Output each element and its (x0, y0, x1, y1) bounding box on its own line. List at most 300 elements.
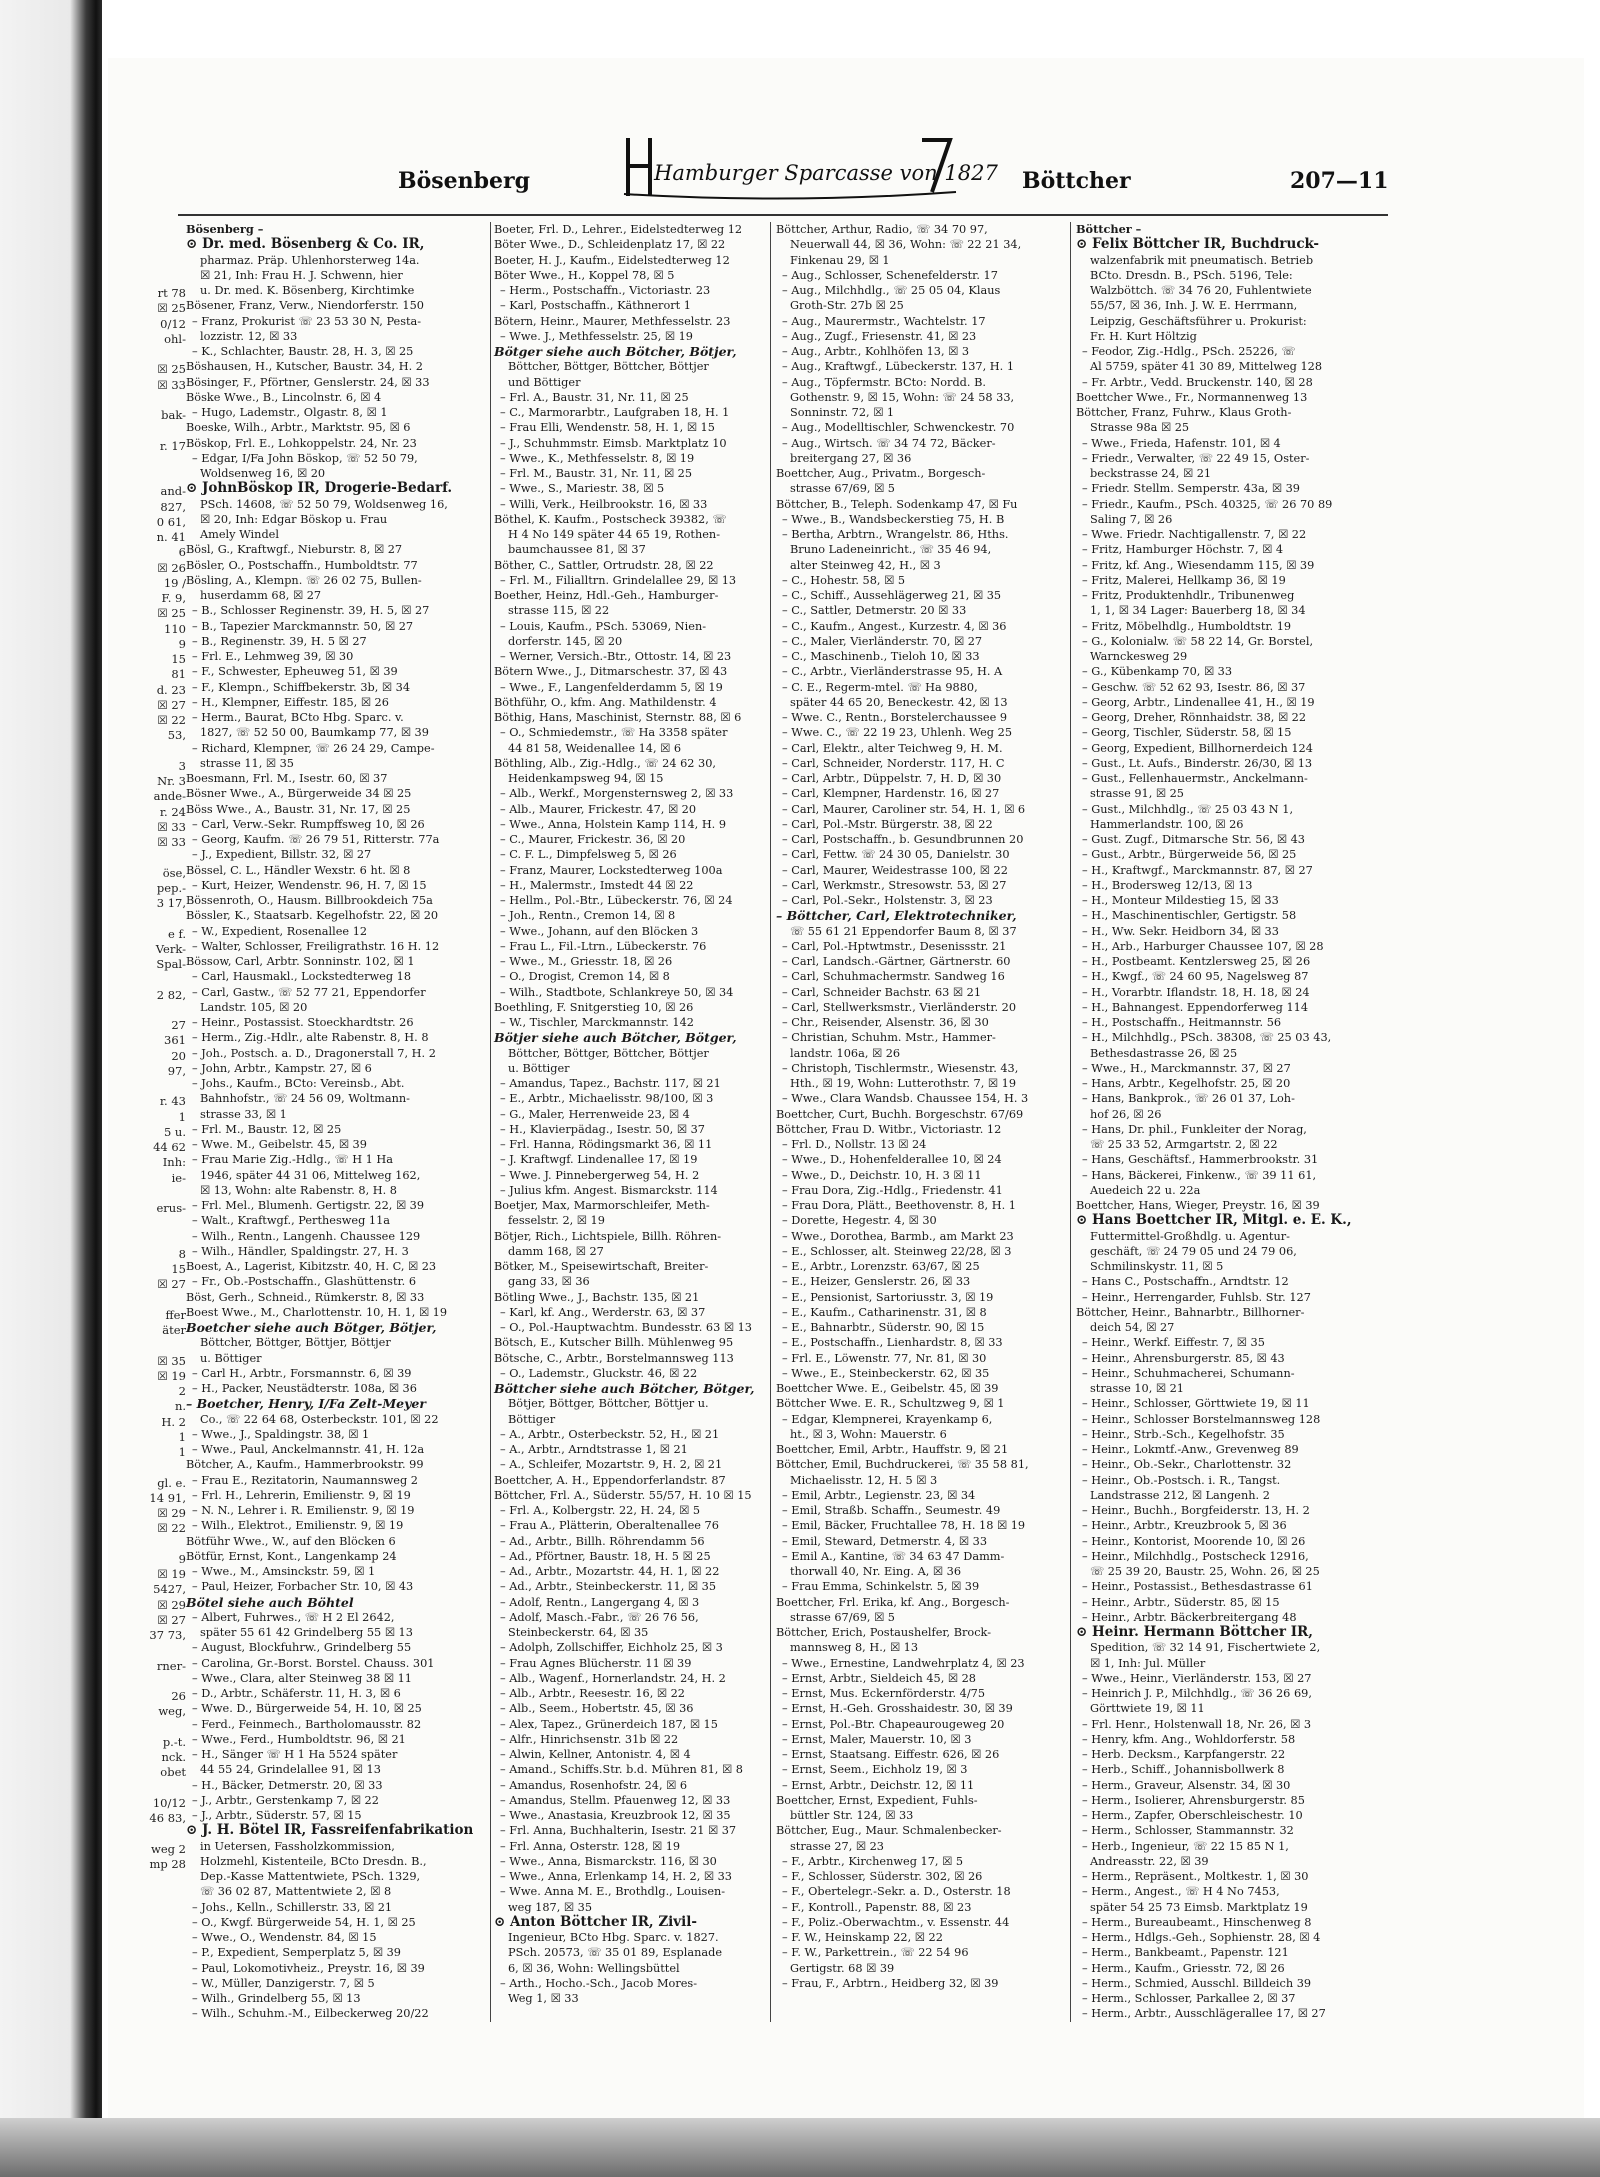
directory-entry-line: – Feodor, Zig.-Hdlg., PSch. 25226, ☏ (1082, 345, 1296, 358)
directory-entry-line: – F., Poliz.-Oberwachtm., v. Essenstr. 44 (782, 1915, 1010, 1929)
directory-entry-line: Strasse 98a ☒ 25 (1090, 421, 1190, 435)
directory-entry-line: Boesmann, Frl. M., Isestr. 60, ☒ 37 (186, 772, 388, 785)
directory-entry-line: 44 55 24, Grindelallee 91, ☒ 13 (200, 1763, 381, 1777)
edge-fragment: äter (162, 1323, 186, 1337)
directory-entry-line: dorferstr. 145, ☒ 20 (508, 634, 623, 648)
directory-entry-line: und Böttiger (508, 375, 581, 389)
directory-entry-line: Sonninstr. 72, ☒ 1 (790, 406, 895, 419)
directory-entry-line: – Frl. D., Nollstr. 13 ☒ 24 (782, 1138, 927, 1151)
directory-entry-line: – Richard, Klempner, ☏ 26 24 29, Campe- (192, 741, 435, 755)
directory-entry-line: – Fritz, Produktenhdlr., Tribunenweg (1082, 589, 1295, 602)
directory-entry-line: – Frl. M., Baustr. 31, Nr. 11, ☒ 25 (500, 467, 693, 480)
directory-entry-line: – Carl, Klempner, Hardenstr. 16, ☒ 27 (782, 787, 1000, 801)
directory-entry-line: – Frl. Mel., Blumenh. Gertigstr. 22, ☒ 39 (192, 1199, 425, 1212)
header-left-keyword: Bösenberg (398, 168, 530, 194)
edge-fragment (108, 454, 186, 469)
directory-entry-line: – Heinr., Lokmtf.-Anw., Grevenweg 89 (1082, 1443, 1299, 1456)
edge-fragment (108, 972, 186, 987)
directory-entry-line: baumchaussee 81, ☒ 37 (508, 543, 646, 557)
directory-entry-line: – Heinr., Schlosser, Görttwiete 19, ☒ 11 (1082, 1397, 1310, 1411)
directory-entry-line: – Wwe., B., Wandsbeckerstieg 75, H. B (782, 512, 1005, 526)
edge-fragment: ffer (165, 1307, 186, 1322)
binding-shadow (0, 0, 102, 2177)
directory-entry-line: – Carl, Arbtr., Düppelstr. 7, H. D, ☒ 30 (782, 772, 1002, 785)
directory-entry-line: – O., Pol.-Hauptwachtm. Bundesstr. 63 ☒ 13 (500, 1321, 752, 1334)
directory-entry-line: – Herm., Bankbeamt., Papenstr. 121 (1082, 1946, 1289, 1960)
directory-entry-line: – C., Maurer, Frickestr. 36, ☒ 20 (500, 833, 686, 846)
directory-entry-line: ☏ 55 61 21 Eppendorfer Baum 8, ☒ 37 (790, 924, 1017, 938)
directory-entry-line: – Hans, Dr. phil., Funkleiter der Norag, (1082, 1122, 1307, 1136)
directory-entry-line: 1946, später 44 31 06, Mittelweg 162, (200, 1168, 421, 1182)
directory-entry-line: Böttcher Wwe. E. R., Schultzweg 9, ☒ 1 (776, 1397, 1005, 1411)
page-header (390, 122, 1420, 202)
directory-entry-line: – Heinr., Arbtr. Bäckerbreitergang 48 (1082, 1610, 1297, 1624)
edge-fragment: 53, (167, 728, 186, 743)
directory-entry-line: – Emil, Bäcker, Fruchtallee 78, H. 18 ☒ 19 (782, 1519, 1026, 1533)
directory-entry-line: Boettcher, Ernst, Expedient, Fuhls- (776, 1793, 978, 1807)
edge-fragment (108, 347, 186, 362)
directory-entry-line: u. Böttiger (508, 1061, 570, 1075)
directory-entry-line: – Ernst, H.-Geh. Grosshaidestr. 30, ☒ 39 (782, 1702, 1013, 1716)
edge-fragment: 110 (164, 621, 186, 636)
directory-entry-line: – Alb., Arbtr., Reesestr. 16, ☒ 22 (500, 1687, 685, 1700)
edge-fragment: F. 9, (161, 591, 186, 605)
edge-fragment: ☒ 25 (157, 362, 186, 377)
directory-entry-line: – E., Bahnarbtr., Süderstr. 90, ☒ 15 (782, 1321, 985, 1334)
directory-entry-line: – Herm., Hdlgs.-Geh., Sophienstr. 28, ☒ 4 (1082, 1931, 1321, 1944)
edge-fragment: 2 82, (156, 987, 186, 1002)
edge-fragment: ☒ 22 (157, 1521, 186, 1536)
directory-entry-line: Bötger siehe auch Bötcher, Bötjer, (494, 344, 737, 359)
directory-entry-line: – Wwe., Johann, auf den Blöcken 3 (500, 924, 699, 938)
directory-entry-line: – Wwe. C., ☏ 22 19 23, Uhlenh. Weg 25 (782, 726, 1013, 740)
directory-entry-line: – Aug., Schlosser, Schenefelderstr. 17 (782, 268, 998, 282)
directory-entry-line: – Chr., Reisender, Alsenstr. 36, ☒ 30 (782, 1016, 989, 1029)
directory-entry-line: – Frl. E., Löwenstr. 77, Nr. 81, ☒ 30 (782, 1351, 987, 1365)
directory-entry-line: – H., Milchhdlg., PSch. 38308, ☏ 25 03 43, (1082, 1031, 1332, 1045)
directory-entry-line: – Ernst, Arbtr., Deichstr. 12, ☒ 11 (782, 1778, 975, 1792)
edge-fragment: 827, (160, 499, 186, 514)
edge-fragment: 2 (178, 1384, 186, 1398)
directory-entry-line: – Wwe. Anna M. E., Brothdlg., Louisen- (500, 1885, 726, 1899)
directory-entry-line: Spedition, ☏ 32 14 91, Fischertwiete 2, (1090, 1641, 1321, 1655)
directory-entry-line: – F. W., Heinskamp 22, ☒ 22 (782, 1931, 943, 1944)
directory-entry-line: Amely Windel (200, 528, 279, 541)
directory-entry-line: – Ernst, Seem., Eichholz 19, ☒ 3 (782, 1763, 968, 1777)
directory-entry-line: – John, Arbtr., Kampstr. 27, ☒ 6 (192, 1061, 372, 1075)
header-right-keyword: Böttcher (1022, 168, 1131, 194)
edge-fragment (108, 744, 186, 759)
column-divider (770, 222, 771, 2022)
logo-lettering: Hamburger Sparcasse von 1827 (654, 161, 998, 185)
directory-entry-line: – Heinr., Ob.-Postsch. i. R., Tangst. (1082, 1473, 1281, 1487)
directory-entry-line: Hammerlandstr. 100, ☒ 26 (1090, 817, 1244, 831)
directory-entry-line: Michaelisstr. 12, H. 5 ☒ 3 (790, 1473, 938, 1487)
directory-entry-line: Bruno Ladeneinricht., ☏ 35 46 94, (790, 543, 992, 557)
directory-entry-line: PSch. 20573, ☏ 35 01 89, Esplanade (508, 1946, 723, 1960)
directory-entry-line: – H., Monteur Mildestieg 15, ☒ 33 (1082, 894, 1279, 907)
directory-entry-line: – Heinr., Arbtr., Süderstr. 85, ☒ 15 (1082, 1595, 1280, 1609)
directory-entry-line: Bötsch, E., Kutscher Billh. Mühlenweg 95 (494, 1336, 734, 1350)
directory-entry-line: – Franz, Prokurist ☏ 23 53 30 N, Pesta- (192, 314, 422, 328)
directory-entry-line: – H., Kwgf., ☏ 24 60 95, Nagelsweg 87 (1082, 970, 1309, 984)
directory-entry-line: 1827, ☏ 52 50 00, Baumkamp 77, ☒ 39 (200, 726, 429, 740)
directory-entry-line: – Christian, Schuhm. Mstr., Hammer- (782, 1031, 996, 1045)
directory-entry-line: – A., Arbtr., Arndtstrasse 1, ☒ 21 (500, 1443, 688, 1456)
directory-entry-line: – Herb., Ingenieur, ☏ 22 15 85 N 1, (1082, 1839, 1289, 1853)
edge-fragment (108, 850, 186, 865)
directory-entry-line: – Herb., Schiff., Johannisbollwerk 8 (1082, 1763, 1285, 1777)
edge-fragment (108, 1460, 186, 1475)
directory-entry-line: – C. E., Regerm-mtel. ☏ Ha 9880, (782, 680, 978, 694)
directory-entry-line: Boeske, Wilh., Arbtr., Marktstr. 95, ☒ 6 (186, 421, 411, 435)
directory-entry-line: – Johs., Kaufm., BCto: Vereinsb., Abt. (192, 1077, 405, 1090)
directory-entry-line: – Carl, Schneider, Norderstr. 117, H. C (782, 756, 1005, 770)
directory-entry-line: strasse 27, ☒ 23 (790, 1839, 884, 1853)
directory-entry-line: Groth-Str. 27b ☒ 25 (790, 299, 904, 313)
directory-entry-line: – Ad., Pförtner, Baustr. 18, H. 5 ☒ 25 (500, 1549, 711, 1563)
edge-fragment: 15 (171, 1262, 186, 1276)
directory-entry-line: – Joh., Postsch. a. D., Dragonerstall 7, H. 2 (192, 1046, 436, 1060)
directory-entry-line: Gertigstr. 68 ☒ 39 (790, 1961, 895, 1975)
directory-entry-line: breitergang 27, ☒ 36 (790, 451, 912, 465)
directory-entry-line: ☒ 1, Inh: Jul. Müller (1090, 1656, 1206, 1670)
directory-entry-line: – Emil A., Kantine, ☏ 34 63 47 Damm- (782, 1549, 1005, 1563)
edge-fragment: 0 61, (156, 514, 186, 529)
directory-entry-line: Boettcher, Frl. Erika, kf. Ang., Borgesch- (776, 1595, 1010, 1609)
directory-entry-line: – Wwe., M., Griesstr. 18, ☒ 26 (500, 955, 673, 968)
directory-column-4 (1076, 222, 1376, 2082)
directory-entry-line: – Herm., Bureaubeamt., Hinschenweg 8 (1082, 1915, 1312, 1929)
directory-entry-line: walzenfabrik mit pneumatisch. Betrieb (1090, 253, 1314, 267)
edge-fragment: 15 (171, 652, 186, 666)
directory-entry-line: – Herm., Zig.-Hdlr., alte Rabenstr. 8, H. 8 (192, 1031, 429, 1045)
directory-entry-line: – W., Müller, Danzigerstr. 7, ☒ 5 (192, 1976, 375, 1990)
directory-entry-line: – Wwe., Ernestine, Landwehrplatz 4, ☒ 23 (782, 1656, 1025, 1670)
directory-entry-line: – C. F. L., Dimpfelsweg 5, ☒ 26 (500, 848, 677, 862)
directory-entry-line: strasse 33, ☒ 1 (200, 1107, 287, 1121)
directory-entry-line: – Wwe., Anastasia, Kreuzbrook 12, ☒ 35 (500, 1809, 731, 1822)
directory-entry-line: Bötker, M., Speisewirtschaft, Breiter- (494, 1260, 709, 1273)
directory-entry-line: – Frau, F., Arbtrn., Heidberg 32, ☒ 39 (782, 1976, 999, 1990)
directory-entry-line: Bössler, K., Staatsarb. Kegelhofstr. 22, ☒ 20 (186, 909, 439, 923)
directory-entry-line: Heidenkampsweg 94, ☒ 15 (508, 772, 664, 785)
directory-entry-line: – Fritz, Möbelhdlg., Humboldtstr. 19 (1082, 619, 1292, 633)
edge-fragment: mp 28 (149, 1856, 186, 1871)
edge-fragment: 10/12 (152, 1795, 186, 1810)
directory-entry-line: – Walter, Schlosser, Freiligrathstr. 16 H. 12 (192, 939, 440, 953)
directory-entry-line: – Karl, kf. Ang., Werderstr. 63, ☒ 37 (500, 1305, 706, 1319)
directory-entry-line: – Friedr., Kaufm., PSch. 40325, ☏ 26 70 89 (1082, 497, 1333, 511)
directory-entry-line: Bössow, Carl, Arbtr. Sonninstr. 102, ☒ 1 (186, 955, 415, 968)
directory-entry-line: Böske Wwe., B., Lincolnstr. 6, ☒ 4 (186, 390, 382, 404)
directory-entry-line: – H., Brodersweg 12/13, ☒ 13 (1082, 878, 1253, 892)
directory-entry-line: – C., Kaufm., Angest., Kurzestr. 4, ☒ 36 (782, 619, 1007, 633)
directory-entry-line: – H., Packer, Neustädterstr. 108a, ☒ 36 (192, 1382, 417, 1395)
edge-fragment: ☒ 27 (157, 1612, 186, 1627)
directory-entry-line: in Uetersen, Fassholzkommission, (200, 1839, 395, 1853)
directory-entry-line: hof 26, ☒ 26 (1090, 1107, 1162, 1121)
directory-entry-line: Boettcher, A. H., Eppendorferlandstr. 87 (494, 1473, 726, 1487)
edge-fragment: ☒ 29 (157, 1506, 186, 1520)
directory-entry-line: strasse 67/69, ☒ 5 (790, 482, 895, 496)
directory-entry-line: – Emil, Arbtr., Legienstr. 23, ☒ 34 (782, 1488, 976, 1502)
directory-entry-line: – Amandus, Tapez., Bachstr. 117, ☒ 21 (500, 1077, 721, 1090)
directory-entry-line: – H., Klavierpädag., Isestr. 50, ☒ 37 (500, 1122, 705, 1136)
directory-entry-line: Boettcher, Emil, Arbtr., Hauffstr. 9, ☒ 21 (776, 1443, 1009, 1456)
edge-fragment (108, 1720, 186, 1735)
directory-entry-line: – C., Maschinenb., Tieloh 10, ☒ 33 (782, 650, 980, 663)
edge-fragment: 3 (178, 758, 186, 773)
directory-entry-line: – A., Arbtr., Osterbeckstr. 52, H., ☒ 21 (500, 1427, 720, 1441)
directory-entry-line: – W., Tischler, Marckmannstr. 142 (500, 1016, 694, 1029)
edge-fragment: 46 83, (149, 1811, 186, 1825)
directory-entry-line: – Aug., Arbtr., Kohlhöfen 13, ☒ 3 (782, 345, 970, 358)
directory-entry-line: – A., Schleifer, Mozartstr. 9, H. 2, ☒ 21 (500, 1458, 723, 1472)
directory-entry-line: 55/57, ☒ 36, Inh. J. W. E. Herrmann, (1090, 299, 1298, 313)
directory-entry-line: – Christoph, Tischlermstr., Wiesenstr. 43, (782, 1061, 1019, 1075)
directory-entry-line: ⊙ J. H. Bötel IR, Fassreifenfabrikation (186, 1822, 474, 1839)
directory-entry-line: – Gust., Milchhdlg., ☏ 25 03 43 N 1, (1082, 802, 1294, 816)
directory-entry-line: – Herm., Schlosser, Stammannstr. 32 (1082, 1824, 1294, 1838)
directory-entry-line: Boest Wwe., M., Charlottenstr. 10, H. 1, ☒ 19 (186, 1305, 448, 1319)
directory-entry-line: – H., Sänger ☏ H 1 Ha 5524 später (192, 1748, 398, 1761)
directory-entry-line: – Heinr., Postassist. Stoeckhardtstr. 26 (192, 1016, 414, 1029)
edge-fragment: ☒ 19 (157, 1368, 186, 1383)
directory-entry-line: – Alwin, Kellner, Antonistr. 4, ☒ 4 (500, 1748, 691, 1761)
directory-entry-line: Görttwiete 19, ☒ 11 (1090, 1702, 1205, 1716)
directory-entry-line: – Hans C., Postschaffn., Arndtstr. 12 (1082, 1275, 1289, 1289)
directory-entry-line: Boetjer, Max, Marmorschleifer, Meth- (494, 1199, 710, 1212)
directory-entry-line: – Wilh., Rentn., Langenh. Chaussee 129 (192, 1229, 421, 1243)
directory-entry-line: – Georg, Expedient, Billhornerdeich 124 (1082, 741, 1313, 755)
directory-entry-line: Böttcher, Emil, Buchdruckerei, ☏ 35 58 81, (776, 1458, 1029, 1472)
edge-fragment: 37 73, (149, 1628, 186, 1642)
directory-entry-line: Futtermittel-Großhdlg. u. Agentur- (1090, 1229, 1290, 1243)
directory-entry-line: – H., Malermstr., Imstedt 44 ☒ 22 (500, 878, 694, 892)
directory-entry-line: – H., Kraftwgf., Marckmannstr. 87, ☒ 27 (1082, 863, 1313, 877)
directory-entry-line: – Wwe. C., Rentn., Borstelerchaussee 9 (782, 711, 1008, 724)
directory-entry-line: ⊙ JohnBöskop IR, Drogerie-Bedarf. (186, 480, 453, 497)
edge-fragment (108, 911, 186, 926)
directory-entry-line: – Adolf, Masch.-Fabr., ☏ 26 76 56, (500, 1610, 699, 1624)
directory-entry-line: – Geschw. ☏ 52 62 93, Isestr. 86, ☒ 37 (1082, 680, 1306, 694)
edge-fragment: r. 17 (159, 438, 186, 453)
directory-entry-line: – C., Maler, Vierländerstr. 70, ☒ 27 (782, 634, 983, 648)
directory-entry-line: Böthführ, O., kfm. Ang. Mathildenstr. 4 (494, 695, 717, 709)
directory-entry-line: – Frau A., Plätterin, Oberaltenallee 76 (500, 1519, 719, 1533)
directory-entry-line: Auedeich 22 u. 22a (1090, 1183, 1201, 1197)
directory-entry-line: Fr. H. Kurt Höltzig (1090, 329, 1197, 343)
directory-entry-line: – F., Schlosser, Süderstr. 302, ☒ 26 (782, 1870, 983, 1883)
directory-entry-line: Boetcher siehe auch Bötger, Bötjer, (186, 1320, 437, 1335)
directory-entry-line: – Heinr., Ahrensburgerstr. 85, ☒ 43 (1082, 1351, 1285, 1365)
directory-entry-line: – C., Sattler, Detmerstr. 20 ☒ 33 (782, 604, 967, 618)
directory-entry-line: gang 33, ☒ 36 (508, 1275, 590, 1289)
edge-fragment: ☒ 27 (157, 1277, 186, 1292)
directory-entry-line: Bösner Wwe., A., Bürgerweide 34 ☒ 25 (186, 787, 412, 801)
directory-entry-line: Böttcher siehe auch Bötcher, Bötger, (494, 1381, 755, 1396)
directory-column-1 (186, 222, 486, 2082)
edge-fragment: 361 (164, 1033, 186, 1048)
directory-entry-line: 44 81 58, Weidenallee 14, ☒ 6 (508, 741, 682, 755)
directory-entry-line: Bötel siehe auch Böhtel (186, 1594, 354, 1610)
directory-entry-line: – Carl, Gastw., ☏ 52 77 21, Eppendorfer (192, 985, 426, 999)
directory-entry-line: – H., Vorarbtr. Iflandstr. 18, H. 18, ☒ 24 (1082, 985, 1310, 999)
directory-entry-line: – Aug., Modelltischler, Schwenckestr. 70 (782, 421, 1015, 435)
directory-entry-line: strasse 91, ☒ 25 (1090, 787, 1184, 801)
directory-entry-line: büttler Str. 124, ☒ 33 (790, 1809, 914, 1822)
directory-entry-line: lozzistr. 12, ☒ 33 (200, 329, 298, 343)
directory-entry-line: – J., Expedient, Billstr. 32, ☒ 27 (192, 848, 372, 862)
directory-entry-line: H 4 No 149 später 44 65 19, Rothen- (508, 528, 721, 541)
directory-entry-line: – Frl. H., Lehrerin, Emilienstr. 9, ☒ 19 (192, 1488, 411, 1502)
directory-entry-line: – Wilh., Schuhm.-M., Eilbeckerweg 20/22 (192, 2007, 429, 2021)
directory-entry-line: landstr. 106a, ☒ 26 (790, 1046, 901, 1060)
directory-entry-line: huserdamm 68, ☒ 27 (200, 589, 322, 602)
directory-entry-line: – Fritz, Hamburger Höchstr. 7, ☒ 4 (1082, 543, 1284, 557)
directory-entry-line: – C., Hohestr. 58, ☒ 5 (782, 573, 906, 587)
directory-entry-line: – Carl, Schneider Bachstr. 63 ☒ 21 (782, 985, 982, 999)
directory-entry-line: – P., Expedient, Semperplatz 5, ☒ 39 (192, 1946, 401, 1960)
directory-entry-line: – Louis, Kaufm., PSch. 53069, Nien- (500, 619, 707, 633)
directory-entry-line: – Alb., Seem., Hobertstr. 45, ☒ 36 (500, 1702, 694, 1716)
directory-entry-line: Walzböttch. ☏ 34 76 20, Fuhlentwiete (1090, 284, 1312, 297)
edge-fragment: e f. (168, 926, 186, 941)
directory-entry-line: Bötjer, Rich., Lichtspiele, Billh. Röhren- (494, 1229, 722, 1243)
edge-fragment: nck. (161, 1750, 186, 1764)
directory-entry-line: – Heinr., Arbtr., Kreuzbrook 5, ☒ 36 (1082, 1519, 1287, 1533)
edge-fragment: 20 (171, 1048, 186, 1063)
edge-fragment: ☒ 29 (157, 1597, 186, 1612)
directory-entry-line: später 54 25 73 Eimsb. Marktplatz 19 (1090, 1900, 1308, 1914)
directory-entry-line: – Heinr., Kontorist, Moorende 10, ☒ 26 (1082, 1534, 1306, 1548)
directory-entry-line: Boether, Heinz, Hdl.-Geh., Hamburger- (494, 589, 719, 602)
directory-entry-line: – Wwe., Heinr., Vierländerstr. 153, ☒ 27 (1082, 1671, 1312, 1685)
directory-entry-line: – O., Schmiedemstr., ☏ Ha 3358 später (500, 726, 728, 740)
directory-entry-line: – Adolf, Rentn., Langergang 4, ☒ 3 (500, 1595, 700, 1609)
edge-fragment (108, 469, 186, 484)
directory-entry-line: Böst, Gerh., Schneid., Rümkerstr. 8, ☒ 33 (186, 1290, 425, 1304)
directory-entry-line: ☏ 36 02 87, Mattentwiete 2, ☒ 8 (200, 1885, 392, 1899)
directory-entry-line: – Joh., Rentn., Cremon 14, ☒ 8 (500, 909, 676, 923)
directory-entry-line: Boettcher, Hans, Wieger, Preystr. 16, ☒ 39 (1076, 1199, 1320, 1212)
edge-fragment: 5427, (153, 1582, 186, 1597)
directory-entry-line: beckstrasse 24, ☒ 21 (1090, 467, 1212, 480)
edge-fragment: 9 (178, 636, 186, 651)
directory-entry-line: – Heinr., Postassist., Bethesdastrasse 61 (1082, 1580, 1313, 1594)
directory-entry-line: – B., Schlosser Reginenstr. 39, H. 5, ☒ 27 (192, 604, 430, 618)
directory-entry-line: ☒ 21, Inh: Frau H. J. Schwenn, hier (200, 268, 403, 282)
directory-entry-line: – Herm., Angest., ☏ H 4 No 7453, (1082, 1885, 1280, 1899)
directory-entry-line: – E., Arbtr., Michaelisstr. 98/100, ☒ 3 (500, 1092, 714, 1106)
directory-entry-line: – Bertha, Arbtrn., Wrangelstr. 86, Hths. (782, 528, 1009, 541)
edge-fragment: r. 43 (159, 1094, 186, 1109)
directory-entry-line: ⊙ Dr. med. Bösenberg & Co. IR, (186, 236, 425, 253)
directory-entry-line: – Wilh., Grindelberg 55, ☒ 13 (192, 1992, 361, 2005)
directory-entry-line: – Aug., Milchhdlg., ☏ 25 05 04, Klaus (782, 284, 1001, 297)
directory-entry-line: Bötling Wwe., J., Bachstr. 135, ☒ 21 (494, 1290, 700, 1304)
directory-entry-line: – Frl. A., Baustr. 31, Nr. 11, ☒ 25 (500, 390, 689, 404)
directory-entry-line: – Frau Agnes Blücherstr. 11 ☒ 39 (500, 1656, 692, 1670)
directory-entry-line: strasse 11, ☒ 35 (200, 756, 294, 770)
directory-entry-line: – Wwe., Frieda, Hafenstr. 101, ☒ 4 (1082, 436, 1281, 450)
directory-entry-line: – Ferd., Feinmech., Bartholomausstr. 82 (192, 1717, 422, 1731)
directory-entry-line: – Wilh., Stadtbote, Schlankreye 50, ☒ 34 (500, 985, 734, 999)
directory-entry-line: Weg 1, ☒ 33 (508, 1992, 579, 2005)
directory-entry-line: – H., Bahnangest. Eppendorferweg 114 (1082, 1000, 1309, 1014)
directory-entry-line: – Herm., Schmied, Ausschl. Billdeich 39 (1082, 1976, 1312, 1990)
edge-fragment: erus- (156, 1201, 186, 1215)
directory-entry-line: – Heinr., Ob.-Sekr., Charlottenstr. 32 (1082, 1458, 1292, 1472)
directory-entry-line: ⊙ Anton Böttcher IR, Zivil- (494, 1913, 698, 1930)
directory-entry-line: – Albert, Fuhrwes., ☏ H 2 El 2642, (192, 1610, 395, 1624)
directory-entry-line: – Frl. Anna, Buchhalterin, Isestr. 21 ☒ 37 (500, 1824, 737, 1838)
directory-entry-line: – Alfr., Hinrichsenstr. 31b ☒ 22 (500, 1732, 679, 1746)
directory-entry-line: – J., Arbtr., Süderstr. 57, ☒ 15 (192, 1809, 362, 1822)
directory-entry-line: – Fritz, kf. Ang., Wiesendamm 115, ☒ 39 (1082, 558, 1315, 572)
directory-entry-line: – Edgar, I/Fa John Böskop, ☏ 52 50 79, (192, 451, 418, 465)
directory-entry-line: – J., Arbtr., Gerstenkamp 7, ☒ 22 (192, 1793, 379, 1807)
directory-entry-line: – Wwe. Friedr. Nachtigallenstr. 7, ☒ 22 (1082, 528, 1307, 541)
directory-entry-line: später 55 61 42 Grindelberg 55 ☒ 13 (200, 1626, 413, 1639)
directory-entry-line: – E., Pensionist, Sartoriusstr. 3, ☒ 19 (782, 1290, 994, 1304)
directory-entry-line: – Herm., Baurat, BCto Hbg. Sparc. v. (192, 711, 404, 724)
edge-fragment: obet (160, 1765, 186, 1780)
directory-entry-line: Al 5759, später 41 30 89, Mittelweg 128 (1090, 360, 1323, 374)
edge-fragment: Spal- (156, 957, 186, 971)
directory-entry-line: – Herm., Schlosser, Parkallee 2, ☒ 37 (1082, 1992, 1296, 2005)
directory-entry-line: – K., Schlachter, Baustr. 28, H. 3, ☒ 25 (192, 345, 414, 358)
directory-entry-line: Boettcher, Curt, Buchh. Borgeschstr. 67/69 (776, 1107, 1024, 1121)
edge-fragment (108, 1781, 186, 1796)
directory-entry-line: Böttiger (508, 1412, 556, 1426)
edge-fragment: ohl- (164, 331, 186, 346)
directory-entry-line: weg 187, ☒ 35 (508, 1900, 593, 1914)
directory-entry-line: – Wwe., M., Amsinckstr. 59, ☒ 1 (192, 1565, 376, 1578)
directory-entry-line: Holzmehl, Kistenteile, BCto Dresdn. B., (200, 1854, 427, 1868)
directory-column-2 (494, 222, 794, 2082)
directory-entry-line: – Böttcher, Carl, Elektrotechniker, (776, 908, 1017, 924)
directory-entry-line: – F., Obertelegr.-Sekr. a. D., Osterstr. 18 (782, 1885, 1011, 1899)
edge-fragment: ☒ 25 (157, 606, 186, 621)
directory-entry-line: – Edgar, Klempnerei, Krayenkamp 6, (782, 1412, 993, 1426)
edge-fragment: ☒ 33 (157, 835, 186, 849)
directory-entry-line: Bötjer siehe auch Bötcher, Bötger, (494, 1030, 737, 1046)
directory-entry-line: – Aug., Kraftwgf., Lübeckerstr. 137, H. 1 (782, 360, 1015, 374)
edge-fragment (108, 1216, 186, 1231)
directory-entry-line: – Frau L., Fil.-Ltrn., Lübeckerstr. 76 (500, 939, 707, 953)
directory-entry-line: Böss Wwe., A., Baustr. 31, Nr. 17, ☒ 25 (186, 802, 411, 816)
edge-fragment: 6 (178, 545, 186, 560)
directory-entry-line: – Ad., Arbtr., Steinbeckerstr. 11, ☒ 35 (500, 1580, 717, 1594)
edge-fragment: 1 (178, 1429, 186, 1444)
edge-fragment: d. 23 (156, 682, 186, 697)
directory-entry-line: Bösler, O., Postschaffn., Humboldtstr. 77 (186, 558, 418, 572)
directory-entry-line: geschäft, ☏ 24 79 05 und 24 79 06, (1090, 1244, 1297, 1258)
directory-entry-line: – August, Blockfuhrw., Grindelberg 55 (192, 1641, 412, 1655)
directory-entry-line: – H., Postschaffn., Heitmannstr. 56 (1082, 1016, 1282, 1029)
edge-fragment: ☒ 33 (157, 819, 186, 834)
edge-fragment: ☒ 33 (157, 377, 186, 392)
directory-entry-line: – Arth., Hocho.-Sch., Jacob Mores- (500, 1976, 698, 1990)
directory-entry-line: – Wwe., Anna, Holstein Kamp 114, H. 9 (500, 817, 727, 831)
directory-entry-line: Böther, C., Sattler, Ortrudstr. 28, ☒ 22 (494, 558, 714, 572)
directory-entry-line: ☏ 25 33 52, Armgartstr. 2, ☒ 22 (1090, 1138, 1278, 1151)
directory-entry-line: – Wwe., H., Marckmannstr. 37, ☒ 27 (1082, 1061, 1291, 1075)
edge-fragment: r. 24 (159, 804, 186, 819)
directory-entry-line: Bössel, C. L., Händler Wexstr. 6 ht. ☒ 8 (186, 863, 411, 877)
